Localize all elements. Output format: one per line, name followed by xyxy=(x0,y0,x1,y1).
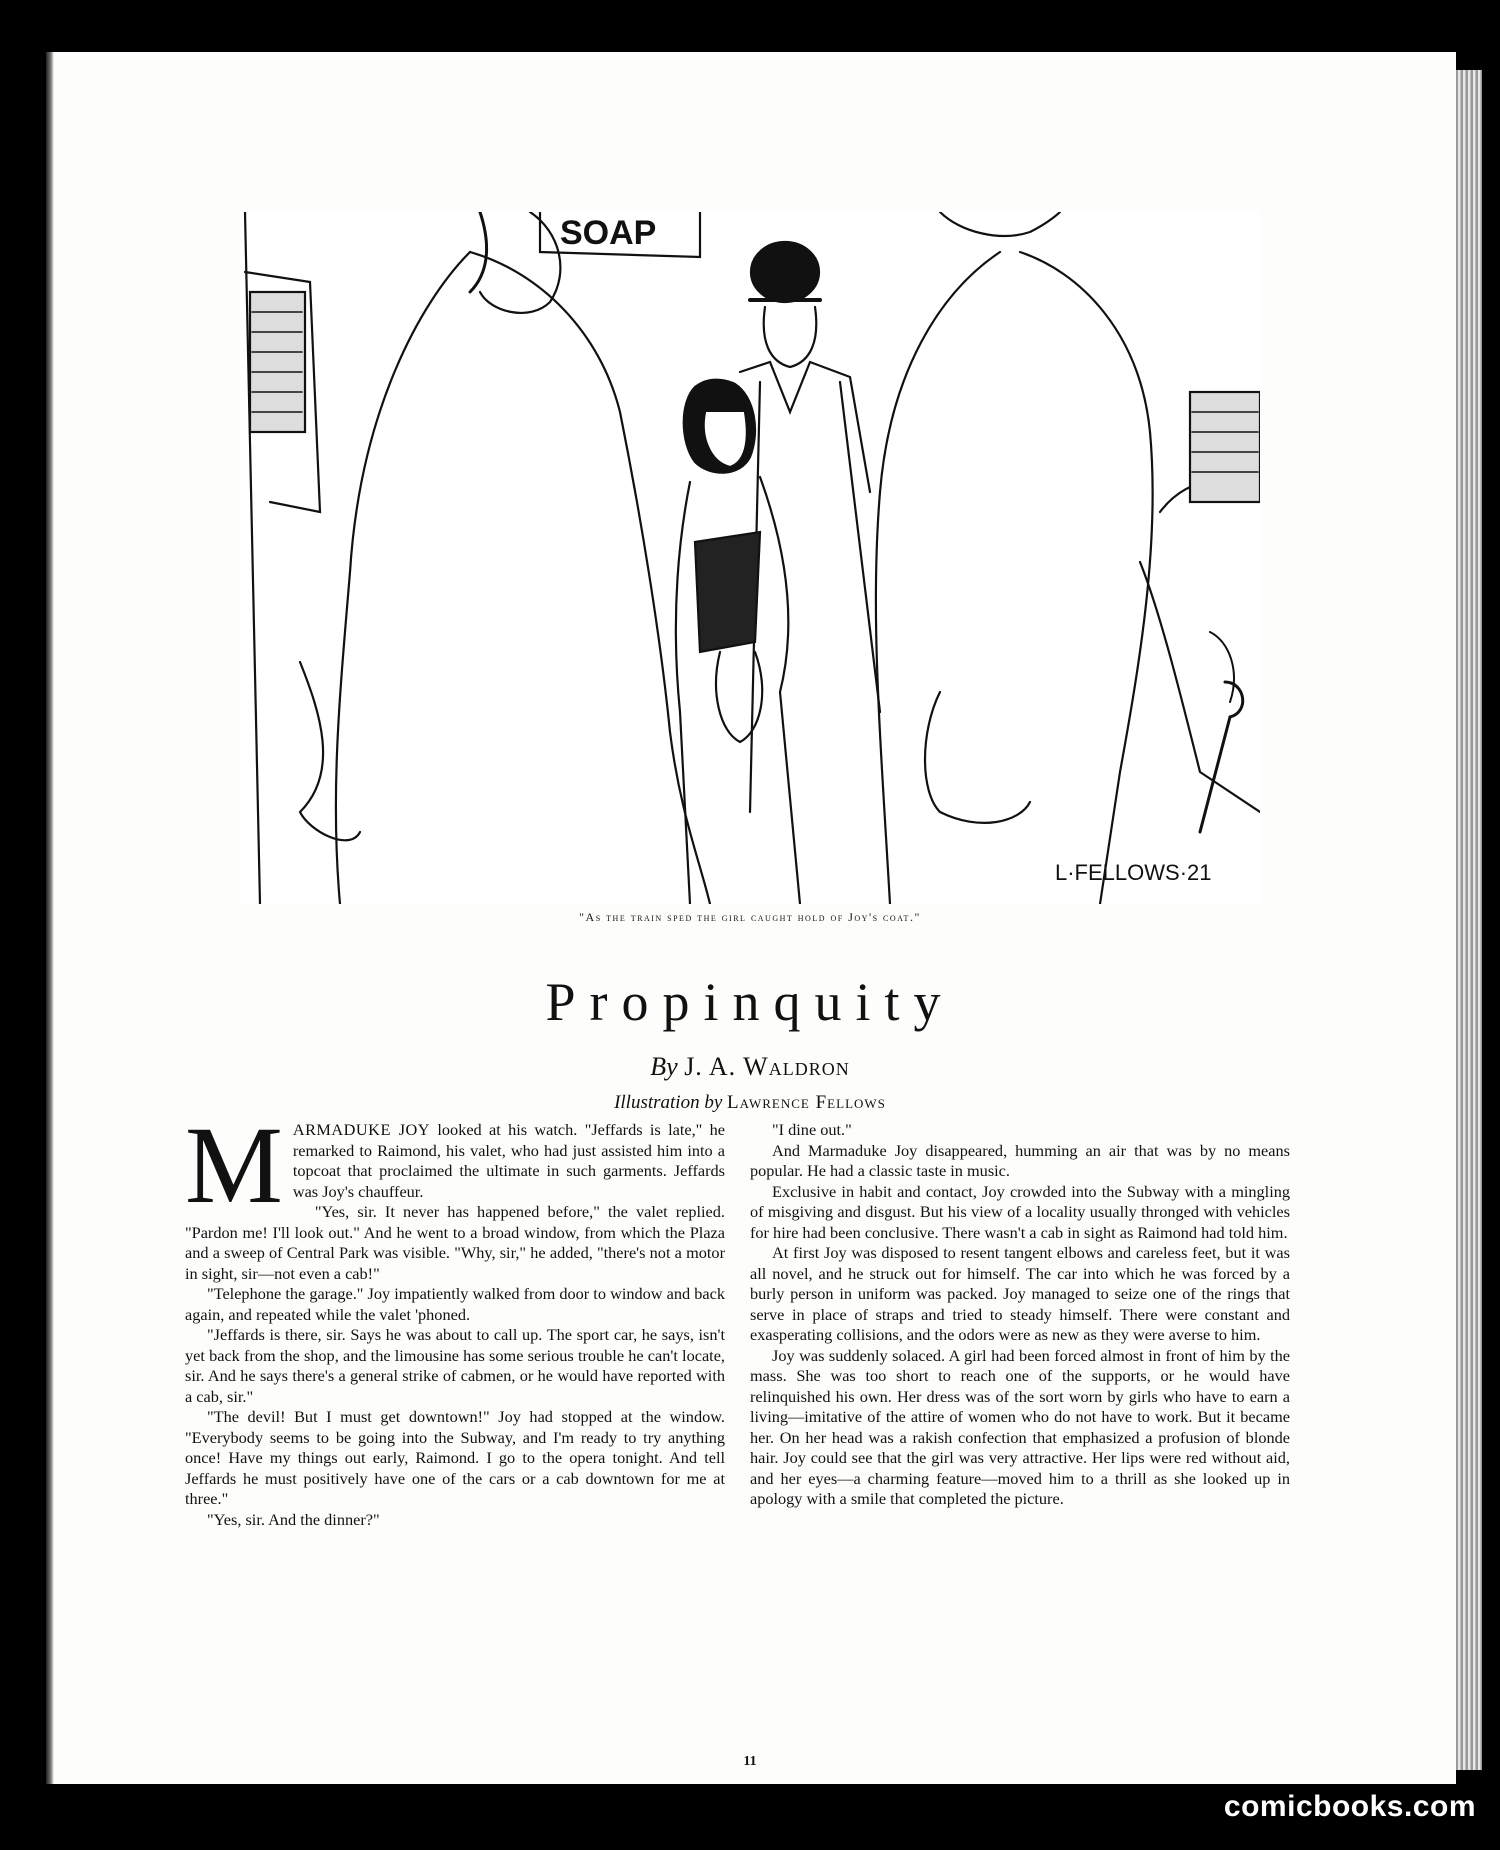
paragraph: "The devil! But I must get downtown!" Joy had stopped at the window. "Everybody seems to be going into the Subway, and I'm ready to try anything once! Have my things out early, Raimond. I go to the opera tonight. And tell Jeffards he must positively have one of the cars or a cab downtown for me at three." xyxy=(185,1407,725,1508)
paragraph xyxy=(185,1104,725,1226)
article-column-left xyxy=(185,1104,725,1530)
article-byline xyxy=(300,1052,1200,1082)
svg-text:SOAP: SOAP xyxy=(560,214,657,252)
paragraph: "Telephone the garage." Joy impatiently walked from door to window and back again, and repeated while the valet 'phoned. xyxy=(185,1284,725,1324)
paragraph: Exclusive in habit and contact, Joy crowded into the Subway with a mingling of misgiving and disgust. But his view of a locality usually thronged with vehicles for hire had been conclusive. There wasn't a cab in sight as Raimond had told him. xyxy=(750,1181,1290,1242)
illustration-caption: "As the train sped the girl caught hold of Joy's coat." xyxy=(579,910,921,924)
lead-word: ARMADUKE JOY xyxy=(292,1120,431,1139)
paragraph: "Yes, sir. It never has happened before," the valet replied. "Pardon me! I'll look out." And he went to a broad window, from which the Plaza and a sweep of Central Park was visible. "Why, sir," he added, "there's not a motor in sight, sir—not even a cab!" xyxy=(185,1202,725,1283)
paragraph: Joy was suddenly solaced. A girl had been forced almost in front of him by the mass. She was too short to reach one of the supports, or he would have relinquished his own. Her dress was of the sort worn by girls who have to earn a living—imitative of the attire of women who do not have to work. But it became her. On her head was a rakish confection that emphasized a profusion of blonde hair. Joy could see that the girl was very attractive. Her lips were red without aid, and her eyes—a charming feature—moved him to a thrill as she looked up in apology with a smile that completed the picture. xyxy=(750,1345,1290,1508)
byline-prefix: By xyxy=(650,1052,678,1081)
page-fold-shadow xyxy=(46,52,54,1784)
illustration-signature: L·FELLOWS·21 xyxy=(1055,860,1212,885)
page-number: 11 xyxy=(743,1754,757,1769)
article-column-right xyxy=(750,1120,1290,1510)
illustration-drawing xyxy=(240,212,1260,904)
paragraph: "Yes, sir. And the dinner?" xyxy=(207,1509,380,1529)
author-name: J. A. Waldron xyxy=(684,1052,850,1081)
page-edge-stack xyxy=(1456,70,1482,1770)
subway-illustration xyxy=(240,212,1260,904)
illustrator-name: Lawrence Fellows xyxy=(727,1092,886,1113)
illustration-credit-prefix: Illustration by xyxy=(614,1092,723,1113)
paragraph: And Marmaduke Joy disappeared, humming an air that was by no means popular. He had a classic taste in music. xyxy=(750,1140,1290,1180)
paragraph: "I dine out." xyxy=(772,1120,852,1139)
paragraph: At first Joy was disposed to resent tangent elbows and careless feet, but it was all novel, and he struck out for himself. The car into which he was forced by a burly person in uniform was packed. Joy managed to seize one of the rings that serve in place of straps and tried to steady himself. There were constant and exasperating collisions, and the odors were as new as they were averse to him. xyxy=(750,1243,1290,1344)
paragraph: "Jeffards is there, sir. Says he was about to call up. The sport car, he says, isn't yet back from the shop, and the limousine has some serious trouble he can't locate, sir. And he says there's a general strike of cabmen, or he would have reported with a cab, sir." xyxy=(185,1325,725,1406)
drop-cap: M xyxy=(185,1104,283,1226)
paragraph-text: looked at his watch. "Jeffards is late," he remarked to Raimond, his valet, who had just assisted him into a topcoat that proclaimed the ultimate in such garments. Jeffards was Joy's chauffeur. xyxy=(292,1120,725,1201)
article-title: Propinquity xyxy=(545,972,955,1032)
illustration-credit xyxy=(300,1092,1200,1114)
site-watermark: comicbooks.com xyxy=(1223,1790,1476,1823)
